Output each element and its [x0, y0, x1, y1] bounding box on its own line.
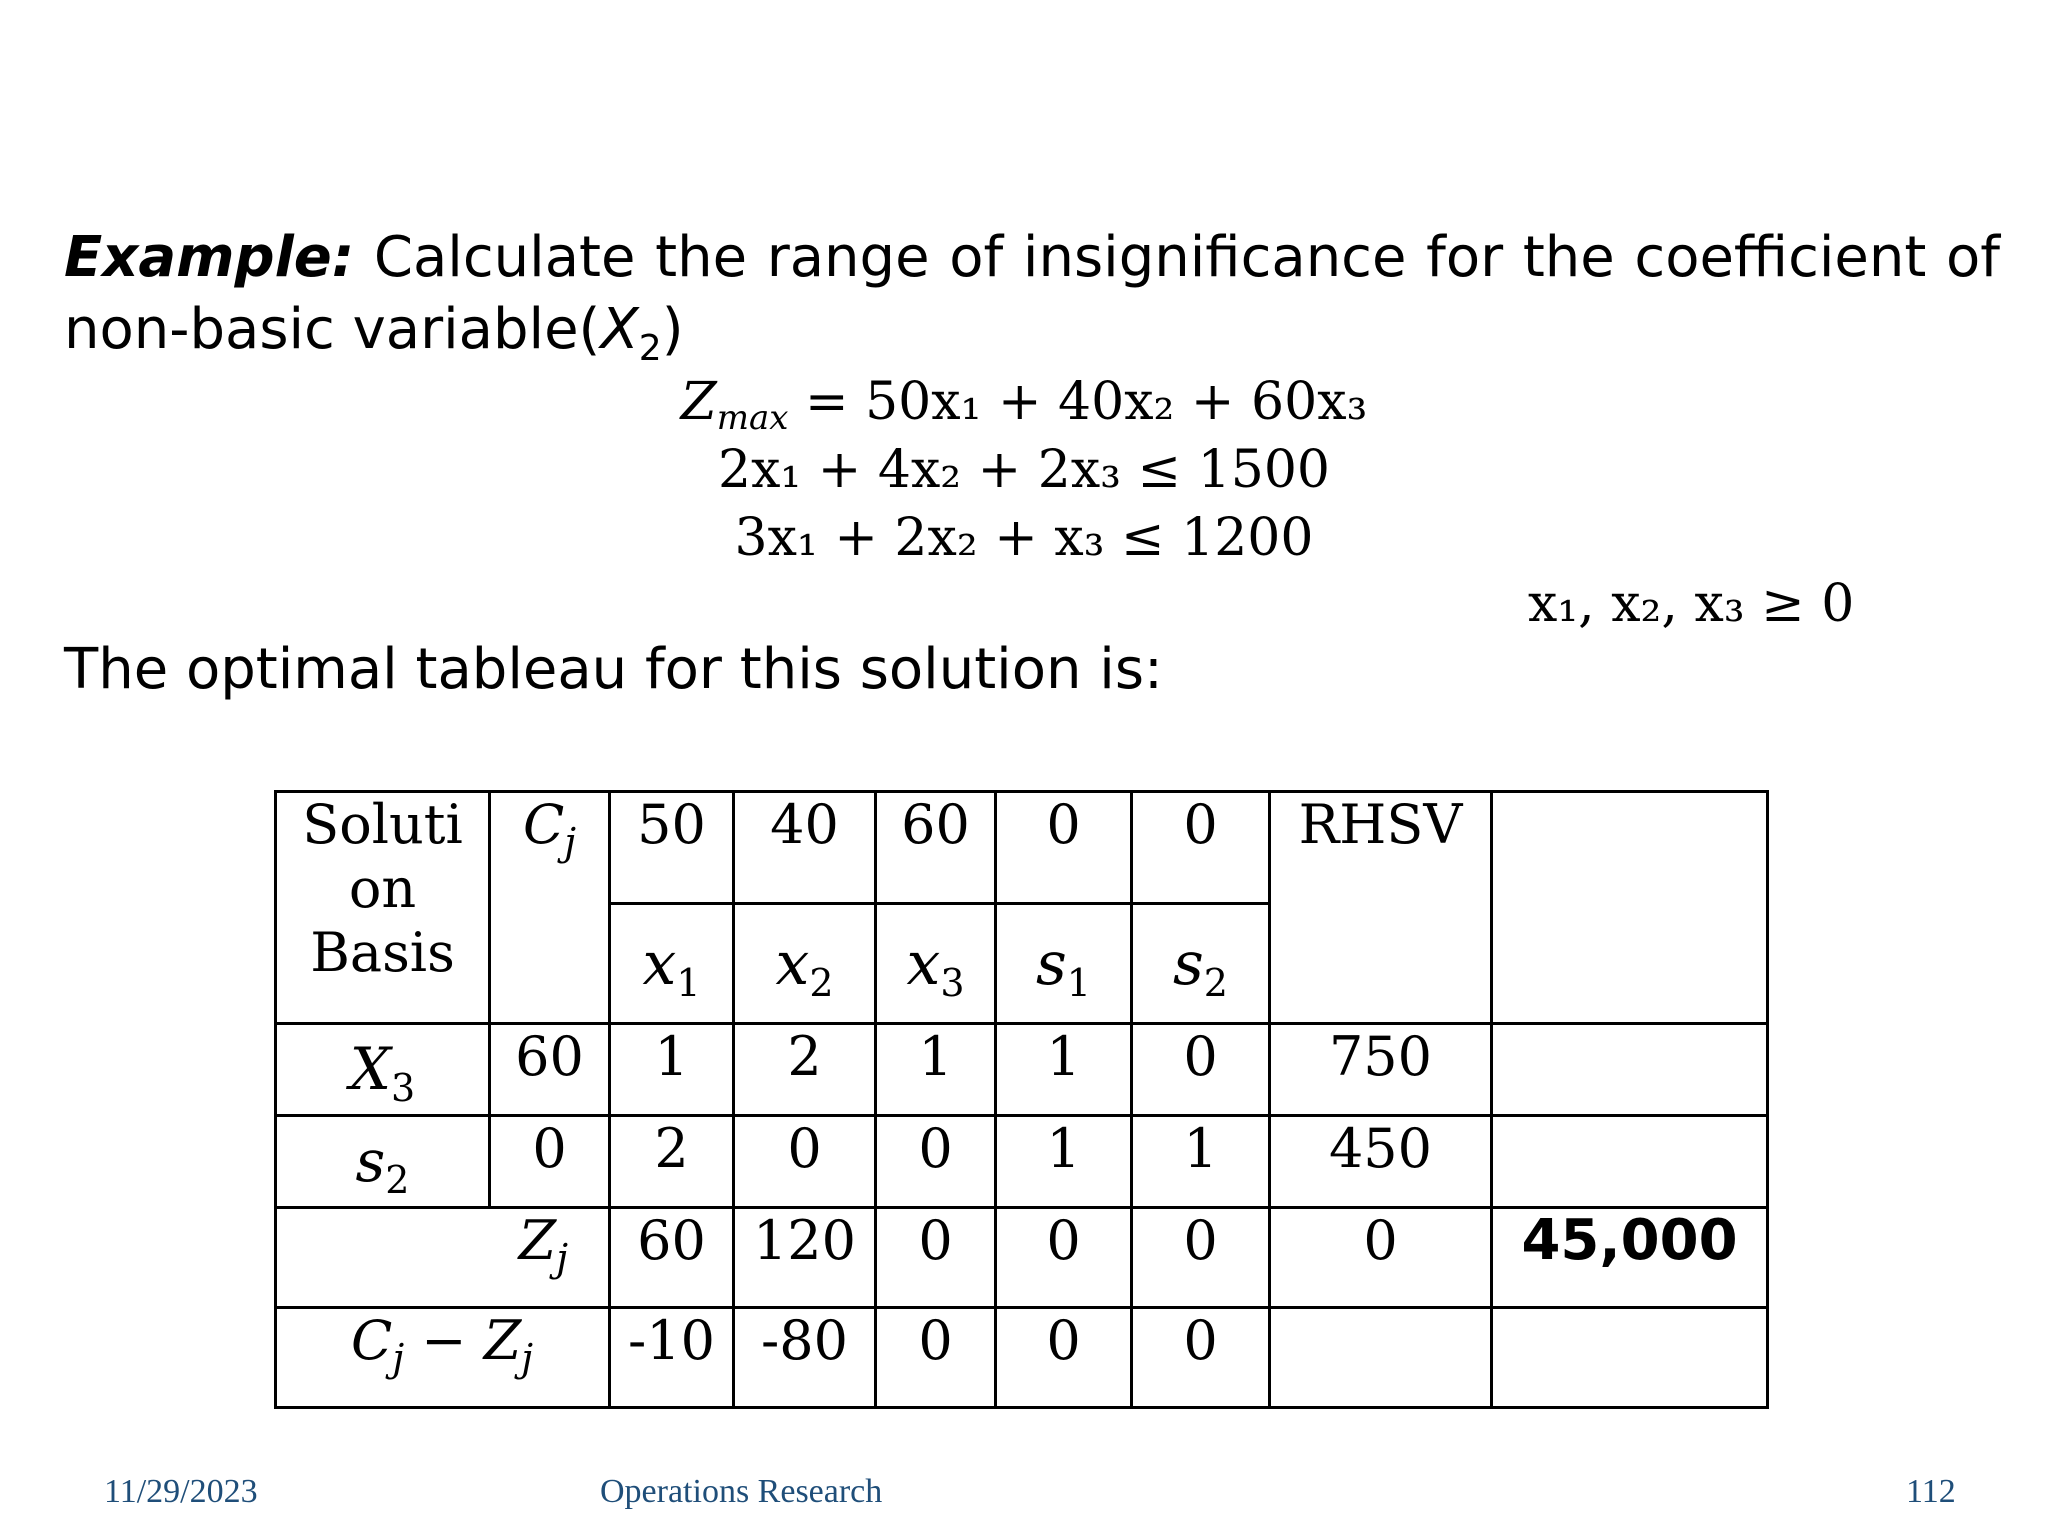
- variable-header: [1132, 904, 1270, 1024]
- cost-cell: 60: [876, 792, 996, 904]
- blank-cell: [1492, 1308, 1768, 1408]
- cost-cell: 0: [1132, 792, 1270, 904]
- var-subscript: 3: [940, 960, 965, 1005]
- cost-cell: 0: [996, 792, 1132, 904]
- simplex-tableau: [274, 790, 1769, 1409]
- zj-cell: 0: [1132, 1208, 1270, 1308]
- prompt-variable-subscript: 2: [638, 328, 662, 370]
- cj-zj-cell: 0: [1132, 1308, 1270, 1408]
- blank-cell: [1492, 1024, 1768, 1116]
- blank-cell: [1270, 1308, 1492, 1408]
- basis-subscript: 3: [391, 1065, 416, 1110]
- zj-rhs-cell: 0: [1270, 1208, 1492, 1308]
- table-cell: 1: [610, 1024, 734, 1116]
- cb-cell: 60: [490, 1024, 610, 1116]
- rhsv-header: RHSV: [1270, 792, 1492, 1024]
- zj-cell: 0: [876, 1208, 996, 1308]
- var-letter: s: [1036, 928, 1067, 999]
- table-cell: 0: [734, 1116, 876, 1208]
- table-cell: 1: [996, 1116, 1132, 1208]
- zj-cell: 120: [734, 1208, 876, 1308]
- var-subscript: 2: [809, 960, 834, 1005]
- zj-row: [276, 1208, 1768, 1308]
- basis-header: [276, 792, 490, 1024]
- table-cell: 2: [610, 1116, 734, 1208]
- cj-header: [490, 792, 610, 1024]
- cj-zj-cell: -80: [734, 1308, 876, 1408]
- table-cell: 1: [1132, 1116, 1270, 1208]
- cj-zj-label-cell: [276, 1308, 610, 1408]
- objective-lhs-subscript: max: [716, 398, 789, 438]
- objective-value: 45,000: [1492, 1208, 1768, 1308]
- table-cell: 1: [996, 1024, 1132, 1116]
- table-cell: 2: [734, 1024, 876, 1116]
- cj-zj-sub2: j: [521, 1336, 534, 1380]
- zj-cell: 0: [996, 1208, 1132, 1308]
- variable-header: [610, 904, 734, 1024]
- nonnegativity-constraint: x₁, x₂, x₃ ≥ 0: [1528, 574, 1855, 634]
- cj-subscript: j: [564, 820, 577, 864]
- constraint-2: 3x₁ + 2x₂ + x₃ ≤ 1200: [734, 508, 1314, 568]
- cj-zj-cell: 0: [876, 1308, 996, 1408]
- prompt-text: Calculate the range of insignificance for the coefficient of non-basic variable(: [64, 225, 2000, 362]
- zj-label: Z: [518, 1209, 557, 1272]
- constraint-1: 2x₁ + 4x₂ + 2x₃ ≤ 1500: [718, 440, 1330, 500]
- cost-cell: 50: [610, 792, 734, 904]
- blank-header: [1492, 792, 1768, 1024]
- objective-lhs: Z: [680, 372, 717, 432]
- cb-cell: 0: [490, 1116, 610, 1208]
- var-letter: x: [642, 928, 677, 999]
- cost-cell: 40: [734, 792, 876, 904]
- objective-function: [0, 372, 2048, 438]
- basis-header-label: Soluti on Basis: [302, 793, 463, 984]
- var-letter: x: [775, 928, 810, 999]
- slide-number: 112: [1906, 1473, 1956, 1510]
- basis-letter: X: [349, 1034, 392, 1103]
- basis-cell: [276, 1116, 490, 1208]
- cj-zj-c: C: [351, 1309, 393, 1372]
- footer-date: 11/29/2023: [104, 1473, 258, 1510]
- optimal-tableau-caption: The optimal tableau for this solution is:: [64, 637, 1163, 702]
- cj-label: C: [522, 793, 565, 856]
- basis-subscript: 2: [385, 1157, 410, 1202]
- table-cell: 0: [876, 1116, 996, 1208]
- table-row: [276, 1116, 1768, 1208]
- example-label: Example:: [64, 225, 355, 290]
- var-letter: s: [1173, 928, 1204, 999]
- footer-title: Operations Research: [600, 1473, 883, 1510]
- zj-label-cell: [276, 1208, 610, 1308]
- basis-letter: s: [355, 1126, 386, 1195]
- prompt-close-paren: ): [661, 297, 684, 362]
- zj-cell: 60: [610, 1208, 734, 1308]
- var-subscript: 2: [1203, 960, 1228, 1005]
- basis-cell: [276, 1024, 490, 1116]
- rhs-cell: 750: [1270, 1024, 1492, 1116]
- variable-header: [734, 904, 876, 1024]
- objective-rhs: = 50x₁ + 40x₂ + 60x₃: [804, 372, 1368, 432]
- zj-subscript: j: [556, 1236, 568, 1280]
- blank-cell: [1492, 1116, 1768, 1208]
- table-row: [276, 1024, 1768, 1116]
- rhs-cell: 450: [1270, 1116, 1492, 1208]
- var-subscript: 1: [1066, 960, 1091, 1005]
- var-letter: x: [906, 928, 941, 999]
- prompt-variable: X: [600, 297, 639, 362]
- table-cell: 0: [1132, 1024, 1270, 1116]
- variable-header: [996, 904, 1132, 1024]
- table-cell: 1: [876, 1024, 996, 1116]
- cj-zj-sub1: j: [392, 1336, 405, 1380]
- cj-zj-row: [276, 1308, 1768, 1408]
- cj-zj-cell: 0: [996, 1308, 1132, 1408]
- variable-header: [876, 904, 996, 1024]
- example-prompt: [64, 222, 2000, 385]
- cj-zj-cell: -10: [610, 1308, 734, 1408]
- cost-row: [276, 792, 1768, 904]
- var-subscript: 1: [676, 960, 701, 1005]
- cj-zj-minus-z: − Z: [404, 1309, 522, 1372]
